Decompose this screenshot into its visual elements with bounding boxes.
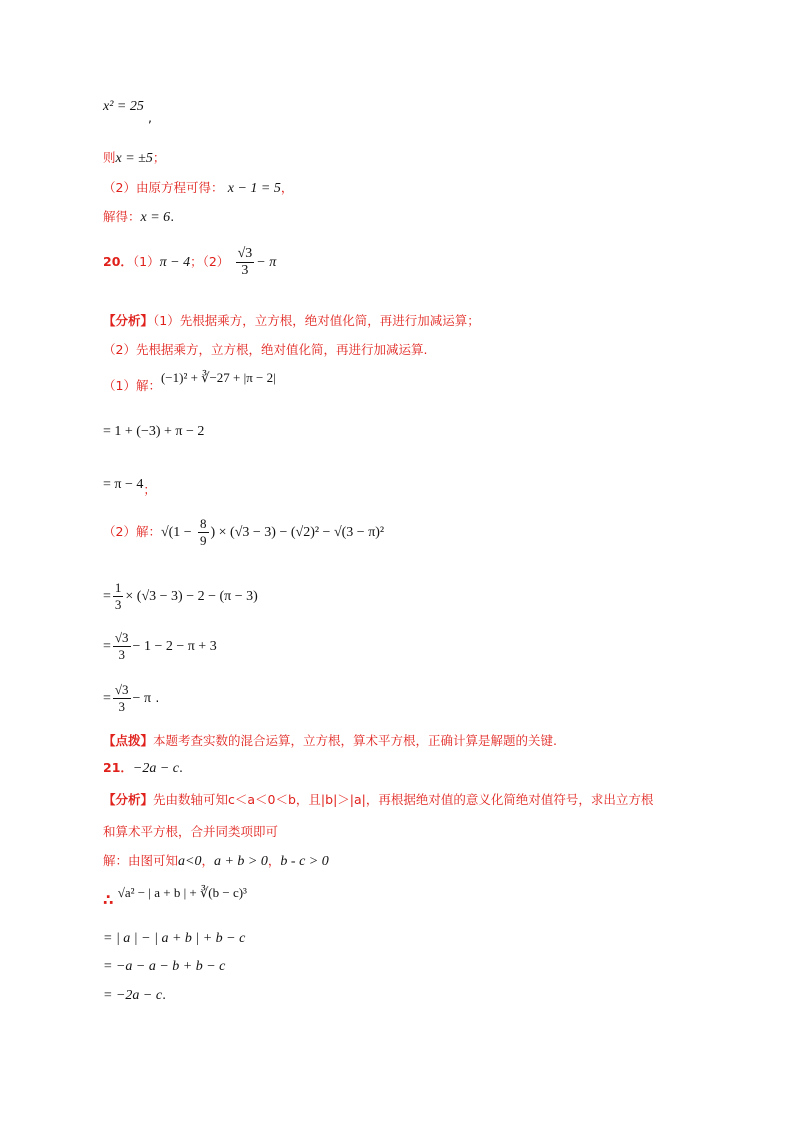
solution-line <box>103 985 166 1006</box>
part-label: （1） <box>132 254 160 269</box>
punctuation: ； <box>152 150 166 165</box>
math-expression: − π <box>256 255 277 270</box>
math-expression: b - c > 0 <box>280 854 329 869</box>
text-label: 解：由图可知 <box>103 853 179 868</box>
text-label: 则 <box>103 150 116 165</box>
solution-line <box>103 207 174 228</box>
analysis-text: 和算术平方根，合并同类项即可 <box>103 824 279 839</box>
math-expression: = 1 + (−3) + π − 2 <box>103 424 205 439</box>
math-expression: x = ±5 <box>115 151 153 166</box>
analysis-line <box>103 311 480 331</box>
punctuation: ， <box>280 180 294 195</box>
math-expression: × (√3 − 3) − 2 − (π − 3) <box>125 589 258 604</box>
math-expression: = −2a − c <box>103 988 163 1003</box>
math-expression: √a² − | a + b | + ∛(b − c)³ <box>117 885 247 900</box>
tip-line <box>103 731 557 751</box>
analysis-line <box>103 790 653 810</box>
analysis-tag: 【分析】 <box>103 792 154 807</box>
fraction: $\frac{8}{9}$ <box>200 516 207 548</box>
part-label: ；（2） <box>190 254 230 269</box>
math-expression: x² = 25 <box>103 99 144 114</box>
text-label: （1）解： <box>103 378 161 393</box>
solution-line <box>103 956 225 977</box>
separator: ， <box>201 853 214 868</box>
solution-line <box>103 178 293 199</box>
punctuation: ； <box>143 482 156 497</box>
math-expression: = | a | − | a + b | + b − c <box>103 931 246 946</box>
tip-text: 本题考查实数的混合运算，立方根，算术平方根，正确计算是解题的关键. <box>153 733 557 748</box>
question-number: 20． <box>103 254 133 269</box>
equation-line <box>103 96 144 117</box>
punctuation: . <box>162 987 167 1002</box>
analysis-text: 先由数轴可知c＜a＜0＜b，且|b|＞|a|，再根据绝对值的意义化简绝对值符号，求出立方根 <box>153 792 654 807</box>
equals-sign: = <box>103 691 111 706</box>
math-expression: π − 4 <box>159 255 191 270</box>
text-label: （2）由原方程可得： <box>103 180 224 195</box>
question-answer-20 <box>103 244 276 281</box>
therefore-symbol: ∴ <box>103 891 114 909</box>
math-expression: − π <box>132 691 152 706</box>
solution-line <box>103 928 245 949</box>
text-label: （2）解： <box>103 524 161 539</box>
analysis-line <box>103 340 427 360</box>
solution-line <box>103 512 384 553</box>
solution-line <box>103 474 156 495</box>
math-expression: = π − 4 <box>103 477 144 492</box>
question-answer-21 <box>103 758 183 779</box>
math-expression: x − 1 = 5 <box>227 181 281 196</box>
math-expression: −2a − c <box>132 761 180 776</box>
punctuation: . <box>170 209 175 224</box>
question-number: 21． <box>103 760 133 775</box>
fraction: $\frac{√3}{3}$ <box>114 630 129 662</box>
fraction: $\frac{√3}{3}$ <box>237 246 253 278</box>
solution-line <box>103 851 329 872</box>
analysis-tag: 【分析】 <box>103 313 154 328</box>
fraction: $\frac{1}{3}$ <box>114 580 122 612</box>
tip-tag: 【点拨】 <box>103 733 154 748</box>
math-expression: (−1)² + ∛−27 + |π − 2| <box>160 370 276 385</box>
text-label: 解得： <box>103 209 141 224</box>
math-expression: − 1 − 2 − π + 3 <box>132 639 217 654</box>
solution-line <box>103 148 165 169</box>
solution-line <box>103 576 258 617</box>
math-expression: = −a − a − b + b − c <box>103 959 226 974</box>
solution-line <box>103 678 159 719</box>
punctuation: . <box>155 690 160 705</box>
equals-sign: = <box>103 589 111 604</box>
solution-line <box>103 626 217 667</box>
analysis-text: （1）先根据乘方，立方根，绝对值化简，再进行加减运算； <box>153 313 480 328</box>
solution-line <box>103 421 204 442</box>
equals-sign: = <box>103 639 111 654</box>
math-expression: a<0 <box>178 854 202 869</box>
separator: ， <box>267 853 281 868</box>
analysis-line <box>103 822 278 842</box>
math-expression: x = 6 <box>140 210 171 225</box>
fraction: $\frac{√3}{3}$ <box>114 682 129 714</box>
solution-line <box>103 370 276 396</box>
solution-line <box>103 882 247 909</box>
math-expression: ) × (√3 − 3) − (√2)² − √(3 − π)² <box>210 525 385 540</box>
math-expression: √(1 − <box>160 525 192 540</box>
math-expression: a + b > 0 <box>213 854 268 869</box>
punctuation: , <box>148 110 152 125</box>
punctuation: . <box>179 760 183 775</box>
analysis-text: （2）先根据乘方，立方根，绝对值化简，再进行加减运算. <box>103 342 428 357</box>
